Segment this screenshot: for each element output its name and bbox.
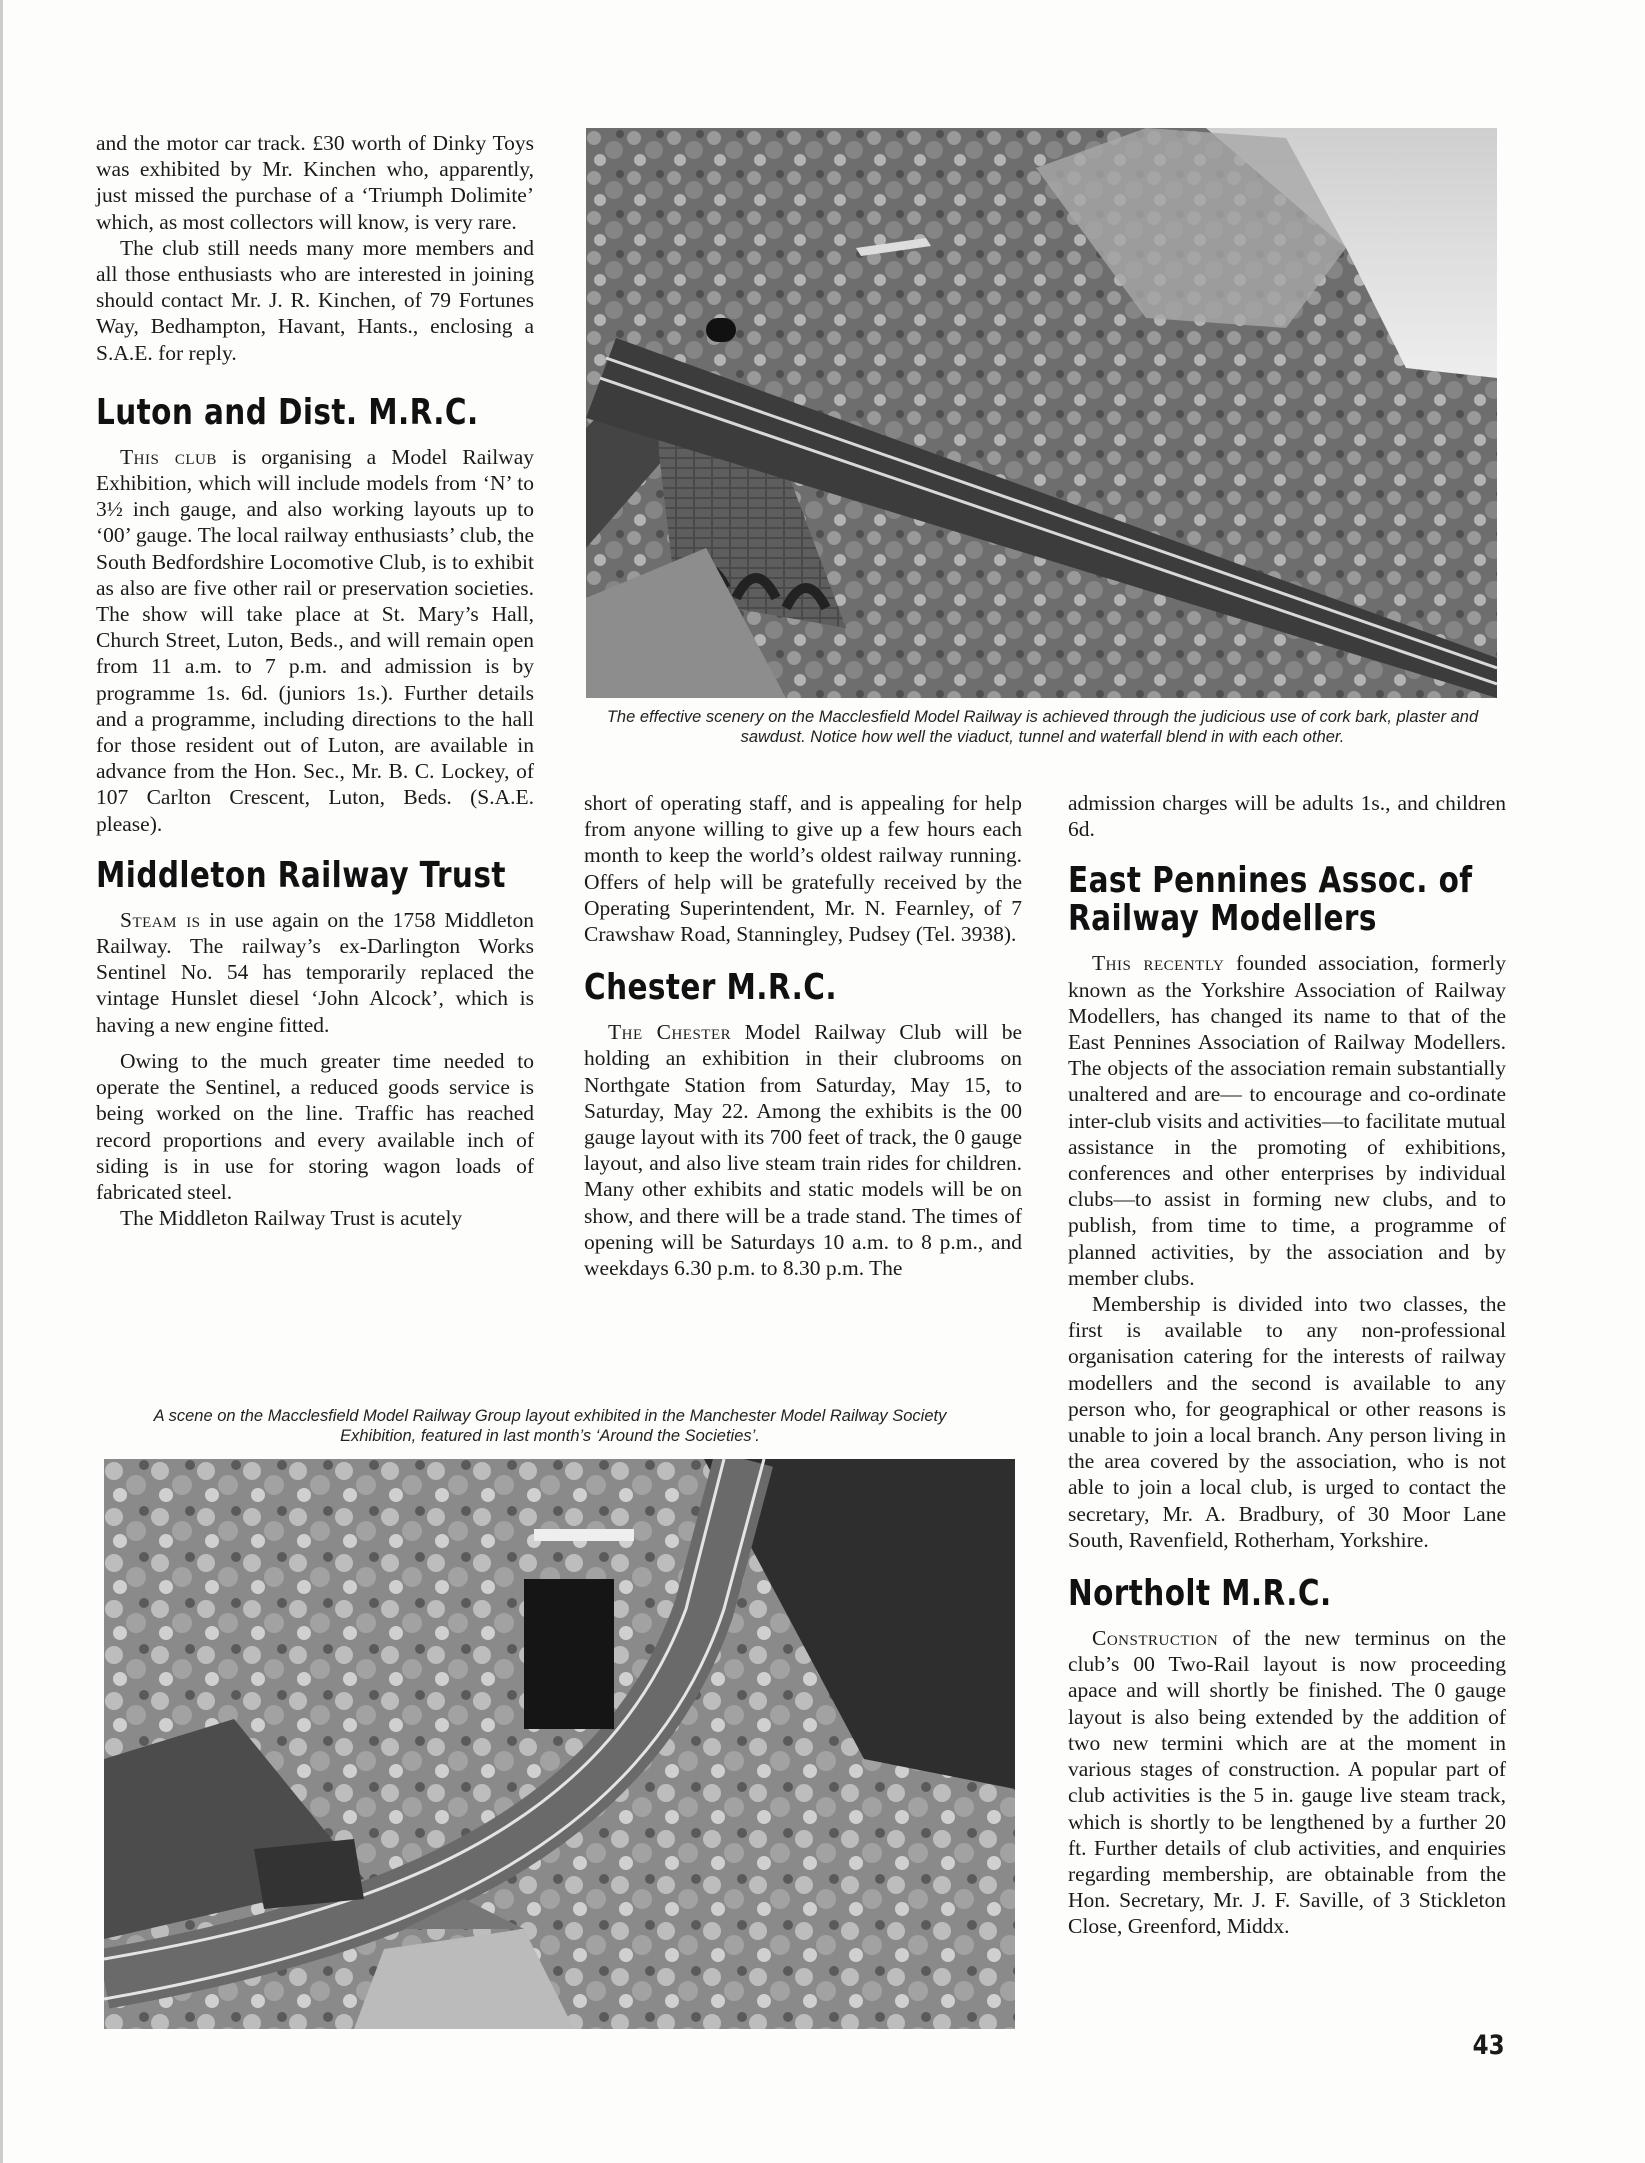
luton-heading: Luton and Dist. M.R.C. [96, 391, 479, 433]
top-photo-caption: The effective scenery on the Macclesfield Model Railway is achieved through the judicious use of cork bark, plaster and sawdust. Notice how well the viaduct, tunnel and waterfall blend in with each other. [606, 708, 1479, 746]
middleton-heading: Middleton Railway Trust [96, 854, 506, 896]
northolt-lead: Construction [1092, 1626, 1219, 1651]
northolt-body: of the new terminus on the club’s 00 Two-Rail layout is now proceeding apace and will shortly be finished. The 0 gauge layout is also being extended by the addition of two new termini which are at the moment in various stages of construction. A popular part of club activities is the 5 in. gauge live steam track, which is shortly to be lengthened by a further 20 ft. Further details of club activities, and enquiries regarding membership, are obtainable from the Hon. Secretary, Mr. J. F. Saville, of 3 Stickleton Close, Greenford, Middx. [1068, 1626, 1506, 1939]
middleton-lead: Steam is [120, 907, 201, 932]
bottom-photo-layout [104, 1459, 1015, 2029]
pennines-heading-line-1: East Pennines Assoc. of [1068, 860, 1473, 902]
middleton-paragraph-3: The Middleton Railway Trust is acutely [120, 1206, 463, 1231]
luton-body: is organising a Model Railway Exhibition, which will include models from ‘N’ to 3½ inch gauge, and also working layouts up to ‘00’ gauge. The local railway enthusiasts’ club, the South Bedfordshire Locomotive Club, is to exhibit as also are five other rail or preservation societies. The show will take place at St. Mary’s Hall, Church Street, Luton, Beds., and will remain open from 11 a.m. to 7 p.m. and admission is by programme 1s. 6d. (juniors 1s.). Further details and a programme, including directions to the hall for those resident out of Luton, are available in advance from the Hon. Sec., Mr. B. C. Lockey, of 107 Carlton Crescent, Luton, Beds. (S.A.E. please). [96, 444, 535, 836]
bottom-photo-caption: A scene on the Macclesfield Model Railway Group layout exhibited in the Manchester Model Railway Society Exhibition, featured in last month’s ‘Around the Societies’. [153, 1407, 947, 1445]
northolt-heading: Northolt M.R.C. [1068, 1573, 1332, 1615]
pennines-paragraph-2: Membership is divided into two classes, the first is available to any non-professional organisation catering for the interests of railway modellers and the second is available to any person who, for geographical or other reasons is unable to join a local branch. Any person living in the area covered by the association, who is not able to join a local club, is urged to contact the secretary, Mr. A. Bradbury, of 30 Moor Lane South, Ravenfield, Rotherham, Yorkshire. [1068, 1292, 1506, 1552]
chester-lead: The Chester [608, 1020, 732, 1045]
chester-body: Model Railway Club will be holding an exhibition in their clubrooms on Northgate Station from Saturday, May 15, to Saturday, May 22. Among the exhibits is the 00 gauge layout with its 700 feet of track, the 0 gauge layout, and also live steam train rides for children. Many other exhibits and static models will be on show, and there will be a trade stand. The times of opening will be Saturdays 10 a.m. to 8 p.m., and weekdays 6.30 p.m. to 8.30 p.m. The [584, 1020, 1022, 1281]
pennines-paragraph-1 [1068, 950, 1506, 1291]
pennines-heading-line-2: Railway Modellers [1068, 898, 1377, 940]
pennines-lead: This recently [1092, 951, 1225, 976]
middleton-paragraph-1 [96, 907, 534, 1038]
pennines-body: founded association, formerly known as the Yorkshire Association of Railway Modellers, has changed its name to that of the East Pennines Association of Railway Modellers. The objects of the association remain substantially unaltered and are— to encourage and co-ordinate inter-club visits and activities—to facilitate mutual assistance in the promoting of exhibitions, conferences and other enterprises by individual clubs—to assist in forming new clubs, and to publish, from time to time, a programme of planned activities, by the association and by member clubs. [1068, 951, 1506, 1290]
column-3 [1068, 790, 1506, 1940]
viaduct-scene-image [586, 128, 1497, 698]
luton-lead: This club [120, 444, 217, 469]
column-2 [584, 790, 1022, 1281]
middleton-continuation: short of operating staff, and is appealing for help from anyone willing to give up a few hours each month to keep the world’s oldest railway running. Offers of help will be gratefully received by the Operating Superintendent, Mr. N. Fearnley, of 7 Crawshaw Road, Stanningley, Pudsey (Tel. 3938). [584, 791, 1022, 947]
chester-heading: Chester M.R.C. [584, 967, 837, 1009]
middleton-paragraph-2: Owing to the much greater time needed to operate the Sentinel, a reduced goods service is being worked on the line. Traffic has reached record proportions and every available inch of siding is in use for storing wagon loads of fabricated steel. [96, 1048, 534, 1204]
layout-scene-image [104, 1459, 1015, 2029]
chester-paragraph [584, 1019, 1022, 1281]
page-edge [0, 0, 3, 2163]
intro-paragraph-2: The club still needs many more members and all those enthusiasts who are interested in joining should contact Mr. J. R. Kinchen, of 79 Fortunes Way, Bedhampton, Havant, Hants., enclosing a S.A.E. for reply. [96, 235, 534, 365]
top-photo-viaduct [586, 128, 1497, 698]
northolt-paragraph [1068, 1625, 1506, 1939]
chester-continuation: admission charges will be adults 1s., and children 6d. [1068, 791, 1506, 842]
column-1 [96, 130, 534, 1231]
intro-paragraph-1: and the motor car track. £30 worth of Dinky Toys was exhibited by Mr. Kinchen who, apparently, just missed the purchase of a ‘Triumph Dolimite’ which, as most collectors will know, is very rare. [96, 131, 534, 234]
middleton-body: in use again on the 1758 Middleton Railway. The railway’s ex-Darlington Works Sentinel No. 54 has temporarily replaced the vintage Hunslet diesel ‘John Alcock’, which is having a new engine fitted. [96, 907, 534, 1037]
luton-paragraph [96, 444, 534, 837]
page-number: 43 [1473, 2030, 1505, 2061]
